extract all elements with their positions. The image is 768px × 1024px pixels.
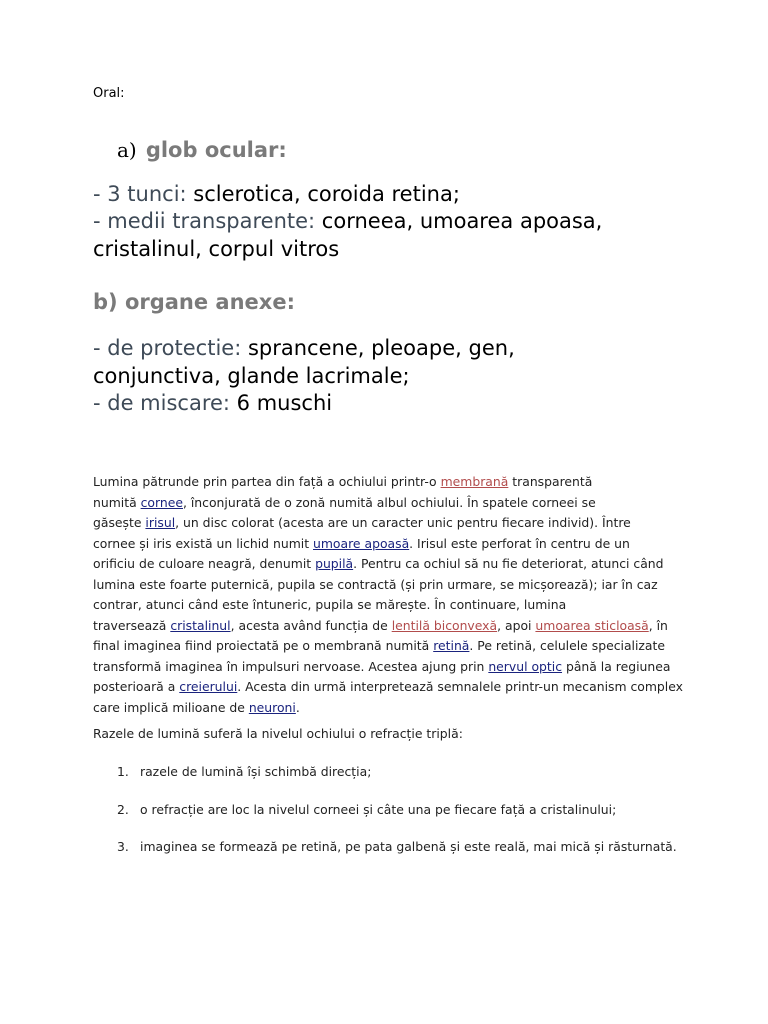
list-text: imaginea se formează pe retină, pe pata galbenă și este reală, mai mică și răsturnată. (140, 839, 677, 854)
link-lentila-biconvexa[interactable]: lentilă biconvexă (391, 617, 498, 633)
text-run: , acesta având funcția de (230, 617, 392, 633)
text-run: , apoi (497, 617, 536, 633)
paragraph-line (93, 636, 683, 657)
text-medii-1: corneea, umoarea apoasa, (315, 209, 603, 233)
link-cornee[interactable]: cornee (140, 494, 183, 510)
paragraph-line (93, 534, 683, 555)
text-run: găsește (93, 515, 146, 530)
link-neuroni[interactable]: neuroni (248, 699, 296, 715)
line-medii (93, 208, 602, 235)
link-cristalinul[interactable]: cristalinul (170, 617, 231, 633)
text-run: . Pentru ca ochiul să nu fie deteriorat, atunci când (353, 556, 664, 571)
text-run: până la regiunea (562, 658, 671, 674)
text-run: numită (93, 494, 141, 510)
link-nervul-optic[interactable]: nervul optic (488, 658, 563, 674)
line-tunici (93, 181, 460, 208)
line-medii-cont (93, 236, 339, 263)
text-run: traversează (93, 617, 171, 633)
paragraph-line (93, 554, 683, 575)
text-run: , în (648, 617, 668, 633)
oral-label: Oral: (93, 86, 125, 101)
text-run: transparentă (508, 474, 593, 489)
text-run: . Irisul este perforat în centru de un (409, 535, 630, 551)
list-text: razele de lumină își schimbă direcția; (140, 764, 372, 779)
text-run: . (295, 699, 300, 715)
label-miscare: - de miscare: (93, 391, 230, 415)
link-creierului[interactable]: creierului (179, 679, 238, 694)
text-miscare: 6 muschi (230, 391, 333, 415)
paragraph-line: contrar, atunci când este întuneric, pupila se mărește. În continuare, lumina (93, 597, 567, 612)
list-number: 3. (117, 839, 129, 854)
text-run: , înconjurată de o zonă numită albul ochiului. În spatele corneei se (182, 494, 596, 510)
list-item (117, 839, 677, 854)
paragraph-line (93, 616, 683, 637)
heading-globe-ocular (117, 138, 287, 162)
text-run: posterioară a (93, 679, 180, 694)
text-tunici: sclerotica, coroida retina; (186, 182, 460, 206)
heading-organe-anexe: b) organe anexe: (93, 290, 295, 314)
line-protectie-cont (93, 363, 410, 390)
line-protectie (93, 335, 515, 362)
list-number: 1. (117, 764, 129, 779)
list-item (117, 802, 616, 817)
link-umoare-apoasa[interactable]: umoare apoasă (313, 535, 410, 551)
link-retina[interactable]: retină (433, 638, 470, 653)
paragraph-line (93, 513, 683, 534)
text-protectie-1: sprancene, pleoape, gen, (241, 336, 515, 360)
label-medii: - medii transparente: (93, 209, 316, 233)
paragraph-line (93, 472, 683, 493)
link-umoarea-sticloasa[interactable]: umoarea sticloasă (535, 617, 649, 633)
list-item (117, 764, 371, 779)
link-membrana[interactable]: membrană (440, 474, 509, 489)
text-run: cornee și iris există un lichid numit (93, 535, 313, 551)
link-pupila[interactable]: pupilă (315, 556, 354, 571)
paragraph-line (93, 677, 683, 698)
label-protectie: - de protectie: (93, 336, 242, 360)
text-run: final imaginea fiind proiectată pe o membrană numită (93, 638, 434, 653)
paragraph-line (93, 698, 683, 719)
list-marker-a: a) (117, 138, 137, 162)
link-irisul[interactable]: irisul (145, 515, 176, 530)
text-protectie-2: conjunctiva, glande lacrimale; (93, 364, 410, 388)
text-run: care implică milioane de (93, 699, 249, 715)
body-paragraph (93, 472, 683, 718)
text-run: orificiu de culoare neagră, denumit (93, 556, 316, 571)
text-run: Lumina pătrunde prin partea din față a ochiului printr-o (93, 474, 441, 489)
list-number: 2. (117, 802, 129, 817)
paragraph-line (93, 493, 683, 514)
text-run: . Pe retină, celulele specializate (469, 638, 665, 653)
list-text: o refracție are loc la nivelul corneei și câte una pe fiecare față a cristalinului; (140, 802, 617, 817)
line-miscare (93, 390, 332, 417)
text-run: , un disc colorat (acesta are un caracter unic pentru fiecare individ). Între (175, 515, 631, 530)
label-tunici: - 3 tunci: (93, 182, 187, 206)
text-medii-2: cristalinul, corpul vitros (93, 237, 340, 261)
text-run: transformă imaginea în impulsuri nervoase. Acestea ajung prin (93, 658, 489, 674)
text-run: . Acesta din urmă interpretează semnalele printr-un mecanism complex (237, 679, 683, 694)
paragraph-line (93, 657, 683, 678)
refraction-intro: Razele de lumină suferă la nivelul ochiului o refracție triplă: (93, 726, 463, 741)
paragraph-line: lumina este foarte puternică, pupila se contractă (și prin urmare, se micșorează); iar în caz (93, 576, 658, 592)
heading-title-a: glob ocular: (145, 138, 287, 162)
